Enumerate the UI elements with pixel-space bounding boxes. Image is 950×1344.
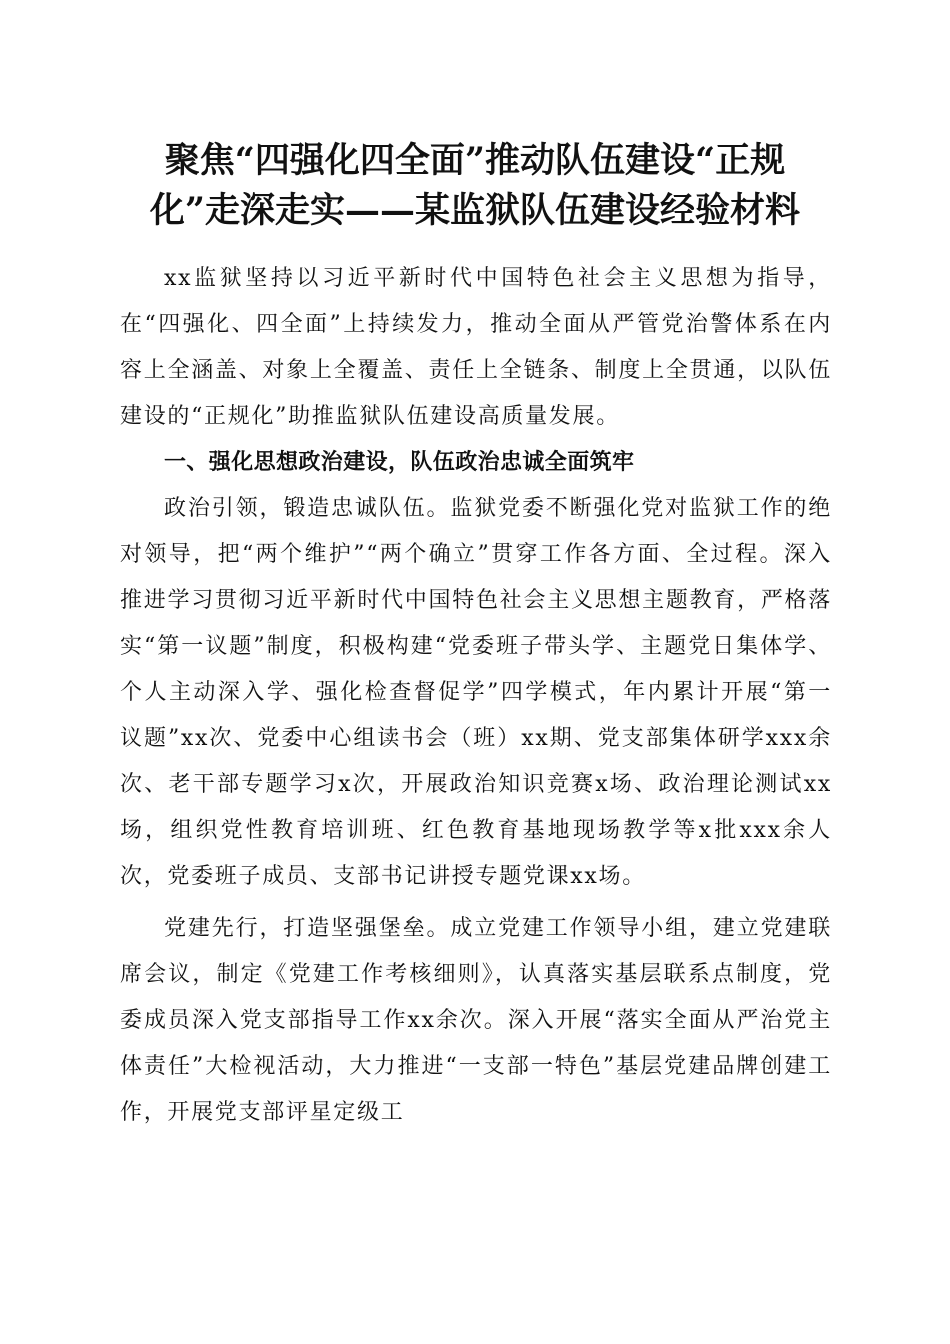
document-title: 聚焦“四强化四全面”推动队伍建设“正规化”走深走实——某监狱队伍建设经验材料 (149, 140, 801, 231)
body-paragraph-party-building: 党建先行，打造坚强堡垒。成立党建工作领导小组，建立党建联席会议，制定《党建工作考核细则》，认真落实基层联系点制度，党委成员深入党支部指导工作xx余次。深入开展“落实全面从严治党主体责任”大检视活动，大力推进“一支部一特色”基层党建品牌创建工作，开展党支部评星定级工 (120, 916, 832, 1125)
body-paragraph-political: 政治引领，锻造忠诚队伍。监狱党委不断强化党对监狱工作的绝对领导，把“两个维护”“两个确立”贯穿工作各方面、全过程。深入推进学习贯彻习近平新时代中国特色社会主义思想主题教育，严格落实“第一议题”制度，积极构建“党委班子带头学、主题党日集体学、个人主动深入学、强化检查督促学”四学模式，年内累计开展“第一议题”xx次、党委中心组读书会（班）xx期、党支部集体研学xxx余次、老干部专题学习x次，开展政治知识竞赛x场、政治理论测试xx场，组织党性教育培训班、红色教育基地现场教学等x批xxx余人次，党委班子成员、支部书记讲授专题党课xx场。 (120, 496, 832, 889)
section-heading: 一、强化思想政治建设，队伍政治忠诚全面筑牢 (164, 450, 635, 475)
intro-paragraph: xx监狱坚持以习近平新时代中国特色社会主义思想为指导，在“四强化、四全面”上持续发力，推动全面从严管党治警体系在内容上全涵盖、对象上全覆盖、责任上全链条、制度上全贯通，以队伍建设的“正规化”助推监狱队伍建设高质量发展。 (120, 266, 832, 429)
document-body (120, 256, 832, 1136)
